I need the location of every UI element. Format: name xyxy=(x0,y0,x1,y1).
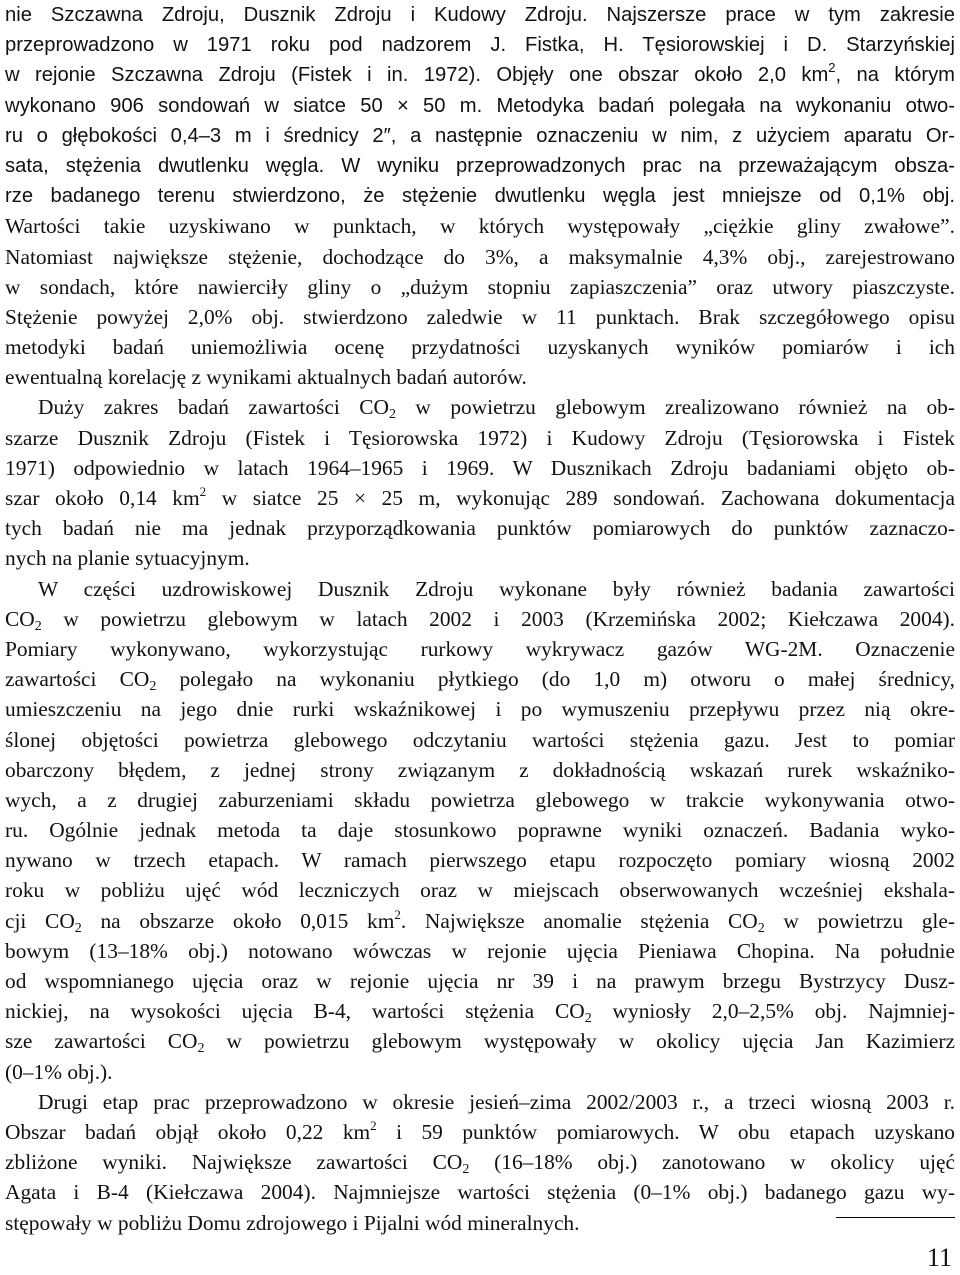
text-line: nie Szczawna Zdroju, Dusznik Zdroju i Kudowy Zdroju. Najszersze prace w tym zakresie xyxy=(5,4,955,26)
text-line: $CO_2$ w powietrzu glebowym w latach 2002 i 2003 (Krzemińska 2002; Kiełczawa 2004). xyxy=(5,606,955,634)
footer-rule xyxy=(836,1217,955,1218)
text-line: obarczony błędem, z jednej strony związanym z dokładnością wskazań rurek wskaźniko- xyxy=(5,757,955,782)
text-line: tych badań nie ma jednak przyporządkowania punktów pomiarowych do punktów zaznaczo- xyxy=(5,516,955,541)
text-line: ewentualną korelację z wynikami aktualnych badań autorów. xyxy=(5,365,527,390)
text-line: wykonano 906 sondowań w siatce 50 × 50 m. Metodyka badań polegała na wykonaniu otwo- xyxy=(5,94,955,117)
text-line: rze badanego terenu stwierdzono, że stężenie dwutlenku węgla jest mniejsze od 0,1% obj. xyxy=(5,185,955,208)
text-line: w sondach, które nawierciły gliny o „dużym stopniu zapiaszczenia” oraz utwory piaszczyste. xyxy=(5,274,955,299)
text-line: zawartości $CO_2$ polegało na wykonaniu płytkiego (do 1,0 m) otworu o małej średnicy, xyxy=(5,667,955,695)
text-line: od wspomnianego ujęcia oraz w rejonie ujęcia nr 39 i na prawym brzegu Bystrzycy Dusz- xyxy=(5,969,955,993)
text-line: nych na planie sytuacyjnym. xyxy=(5,546,250,571)
text-line: Wartości takie uzyskiwano w punktach, w których występowały „ciężkie gliny zwałowe”. xyxy=(5,214,955,239)
text-line: roku w pobliżu ujęć wód leczniczych oraz w miejscach obserwowanych wcześniej ekshala- xyxy=(5,878,955,903)
body-text xyxy=(5,0,955,1238)
text-line: cji $CO_2$ na obszarze około 0,015 $km^2$. Największe anomalie stężenia $CO_2$ w powietrzu gle- xyxy=(5,906,955,936)
page-number: 11 xyxy=(926,1243,952,1272)
text-line: metodyki badań uniemożliwia ocenę przydatności uzyskanych wyników pomiarów i ich xyxy=(5,335,955,360)
text-line: nywano w trzech etapach. W ramach pierwszego etapu rozpoczęto pomiary wiosną 2002 xyxy=(5,848,955,873)
text-line: Duży zakres badań zawartości $CO_2$ w powietrzu glebowym zrealizowano również na ob- xyxy=(38,395,955,423)
text-line: Pomiary wykonywano, wykorzystując rurkowy wykrywacz gazów WG-2M. Oznaczenie xyxy=(5,636,955,661)
text-line: 1971) odpowiednio w latach 1964–1965 i 1969. W Dusznikach Zdroju badaniami objęto ob- xyxy=(5,455,955,480)
text-line: szarze Dusznik Zdroju (Fistek i Tęsiorowska 1972) i Kudowy Zdroju (Tęsiorowska i Fistek xyxy=(5,425,955,450)
text-line: sata, stężenia dwutlenku węgla. W wyniku przeprowadzonych prac na przeważającym obsza- xyxy=(5,154,955,177)
text-line: bowym (13–18% obj.) notowano wówczas w rejonie ujęcia Pieniawa Chopina. Na południe xyxy=(5,938,955,963)
text-line: ru. Ogólnie jednak metoda ta daje stosunkowo poprawne wyniki oznaczeń. Badania wyko- xyxy=(5,818,955,843)
text-line: Stężenie powyżej 2,0% obj. stwierdzono zaledwie w 11 punktach. Brak szczegółowego opisu xyxy=(5,304,955,329)
text-line: umieszczeniu na jego dnie rurki wskaźnikowej i po wymuszeniu przepływu przez nią okre- xyxy=(5,697,955,722)
text-line: Natomiast największe stężenie, dochodzące do 3%, a maksymalnie 4,3% obj., zarejestrowano xyxy=(5,244,955,269)
text-line: (0–1% obj.). xyxy=(5,1059,113,1084)
text-line: wych, a z drugiej zaburzeniami składu powietrza glebowego w trakcie wykonywania otwo- xyxy=(5,787,955,812)
text-line: sze zawartości $CO_2$ w powietrzu glebowym występowały w okolicy ujęcia Jan Kazimierz xyxy=(5,1029,955,1057)
text-line: W części uzdrowiskowej Dusznik Zdroju wykonane były również badania zawartości xyxy=(38,576,955,601)
text-line: Obszar badań objął około 0,22 $km^2$ i 59 punktów pomiarowych. W obu etapach uzyskano xyxy=(5,1117,955,1144)
text-line: przeprowadzono w 1971 roku pod nadzorem J. Fistka, H. Tęsiorowskiej i D. Starzyńskiej xyxy=(5,34,955,57)
text-line: Agata i B-4 (Kiełczawa 2004). Najmniejsze wartości stężenia (0–1% obj.) badanego gazu wy- xyxy=(5,1180,955,1205)
text-line: nickiej, na wysokości ujęcia B-4, wartości stężenia $CO_2$ wyniosły 2,0–2,5% obj. Najmniej- xyxy=(5,999,955,1027)
text-line: ślonej objętości powietrza glebowego odczytaniu wartości stężenia gazu. Jest to pomiar xyxy=(5,727,955,752)
text-line: szar około 0,14 $km^2$ w siatce 25 × 25 m, wykonując 289 sondowań. Zachowana dokumentacja xyxy=(5,484,955,510)
text-line: Drugi etap prac przeprowadzono w okresie jesień–zima 2002/2003 r., a trzeci wiosną 2003 r. xyxy=(38,1089,955,1114)
text-line: zbliżone wyniki. Największe zawartości $CO_2$ (16–18% obj.) zanotowano w okolicy ujęć xyxy=(5,1150,955,1178)
text-line: ru o głębokości 0,4–3 m i średnicy 2″, a następnie oznaczeniu w nim, z użyciem aparatu Or- xyxy=(5,124,955,147)
text-line: stępowały w pobliżu Domu zdrojowego i Pijalni wód mineralnych. xyxy=(5,1210,580,1235)
text-line: w rejonie Szczawna Zdroju (Fistek i in. 1972). Objęły one obszar około 2,0 $km^2$, na którym xyxy=(5,60,955,87)
